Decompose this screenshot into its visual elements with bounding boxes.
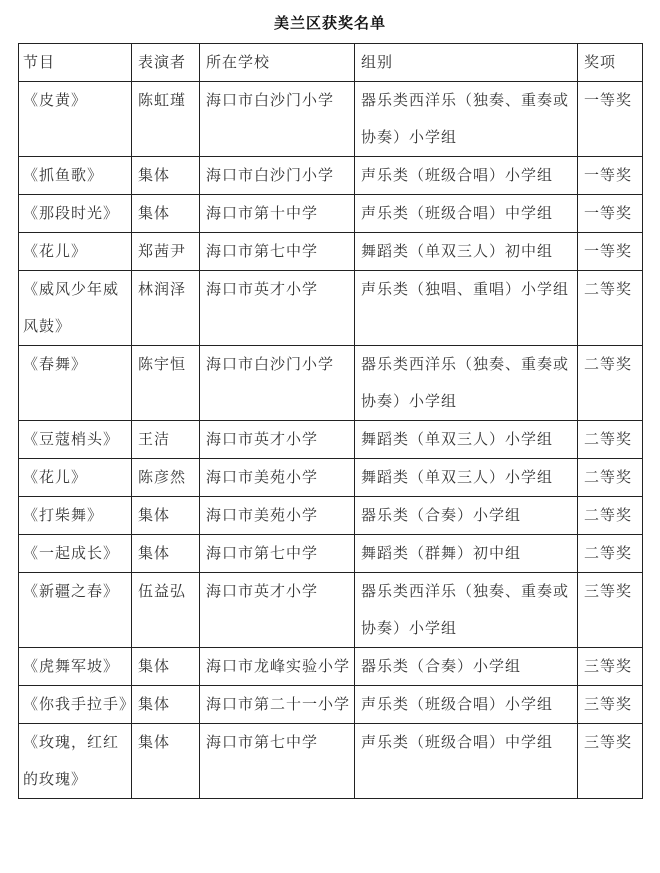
cell-performer: 集体 [132,535,200,573]
cell-program: 《花儿》 [19,233,132,271]
cell-category: 器乐类西洋乐（独奏、重奏或协奏）小学组 [355,573,578,648]
cell-school: 海口市第七中学 [200,535,355,573]
cell-school: 海口市白沙门小学 [200,82,355,157]
cell-award: 一等奖 [578,157,643,195]
cell-program: 《虎舞军坡》 [19,648,132,686]
cell-award: 一等奖 [578,233,643,271]
cell-performer: 陈彦然 [132,459,200,497]
cell-performer: 集体 [132,195,200,233]
header-performer: 表演者 [132,44,200,82]
table-row [19,497,643,535]
cell-performer: 集体 [132,648,200,686]
table-row [19,271,643,346]
table-row [19,535,643,573]
cell-program: 《一起成长》 [19,535,132,573]
table-row [19,157,643,195]
table-row [19,346,643,421]
cell-program: 《抓鱼歌》 [19,157,132,195]
table-row [19,648,643,686]
cell-school: 海口市龙峰实验小学 [200,648,355,686]
cell-category: 器乐类（合奏）小学组 [355,648,578,686]
cell-program: 《新疆之春》 [19,573,132,648]
cell-award: 三等奖 [578,724,643,799]
cell-category: 声乐类（独唱、重唱）小学组 [355,271,578,346]
cell-award: 三等奖 [578,648,643,686]
table-row [19,459,643,497]
cell-performer: 集体 [132,724,200,799]
cell-category: 声乐类（班级合唱）中学组 [355,724,578,799]
cell-program: 《皮黄》 [19,82,132,157]
cell-program: 《威风少年威风鼓》 [19,271,132,346]
cell-program: 《那段时光》 [19,195,132,233]
cell-school: 海口市美苑小学 [200,497,355,535]
cell-award: 一等奖 [578,82,643,157]
cell-program: 《玫瑰，红红的玫瑰》 [19,724,132,799]
cell-category: 声乐类（班级合唱）中学组 [355,195,578,233]
cell-category: 舞蹈类（群舞）初中组 [355,535,578,573]
header-program: 节目 [19,44,132,82]
cell-award: 一等奖 [578,195,643,233]
header-school: 所在学校 [200,44,355,82]
cell-category: 器乐类西洋乐（独奏、重奏或协奏）小学组 [355,346,578,421]
cell-category: 器乐类西洋乐（独奏、重奏或协奏）小学组 [355,82,578,157]
cell-category: 声乐类（班级合唱）小学组 [355,157,578,195]
header-row [19,44,643,82]
cell-school: 海口市英才小学 [200,573,355,648]
cell-category: 声乐类（班级合唱）小学组 [355,686,578,724]
table-row [19,82,643,157]
cell-program: 《你我手拉手》 [19,686,132,724]
cell-performer: 陈宇恒 [132,346,200,421]
cell-school: 海口市美苑小学 [200,459,355,497]
cell-category: 舞蹈类（单双三人）小学组 [355,421,578,459]
table-row [19,233,643,271]
cell-category: 舞蹈类（单双三人）初中组 [355,233,578,271]
cell-performer: 集体 [132,686,200,724]
cell-performer: 林润泽 [132,271,200,346]
cell-award: 二等奖 [578,421,643,459]
header-category: 组别 [355,44,578,82]
cell-award: 二等奖 [578,459,643,497]
cell-school: 海口市白沙门小学 [200,157,355,195]
cell-award: 二等奖 [578,271,643,346]
cell-performer: 集体 [132,497,200,535]
table-row [19,421,643,459]
cell-program: 《春舞》 [19,346,132,421]
cell-program: 《花儿》 [19,459,132,497]
cell-school: 海口市第十中学 [200,195,355,233]
table-row [19,573,643,648]
table-row [19,195,643,233]
table-row [19,724,643,799]
cell-award: 二等奖 [578,497,643,535]
cell-performer: 集体 [132,157,200,195]
cell-school: 海口市英才小学 [200,421,355,459]
cell-award: 二等奖 [578,346,643,421]
cell-school: 海口市白沙门小学 [200,346,355,421]
cell-school: 海口市第七中学 [200,233,355,271]
cell-award: 三等奖 [578,686,643,724]
cell-school: 海口市第七中学 [200,724,355,799]
cell-performer: 伍益弘 [132,573,200,648]
cell-school: 海口市第二十一小学 [200,686,355,724]
cell-performer: 郑茜尹 [132,233,200,271]
cell-program: 《豆蔻梢头》 [19,421,132,459]
cell-program: 《打柴舞》 [19,497,132,535]
cell-school: 海口市英才小学 [200,271,355,346]
cell-award: 二等奖 [578,535,643,573]
cell-award: 三等奖 [578,573,643,648]
cell-performer: 王洁 [132,421,200,459]
header-award: 奖项 [578,44,643,82]
cell-category: 器乐类（合奏）小学组 [355,497,578,535]
cell-performer: 陈虹瑾 [132,82,200,157]
cell-category: 舞蹈类（单双三人）小学组 [355,459,578,497]
document-title: 美兰区获奖名单 [273,14,386,32]
award-table [18,43,643,799]
table-row [19,686,643,724]
